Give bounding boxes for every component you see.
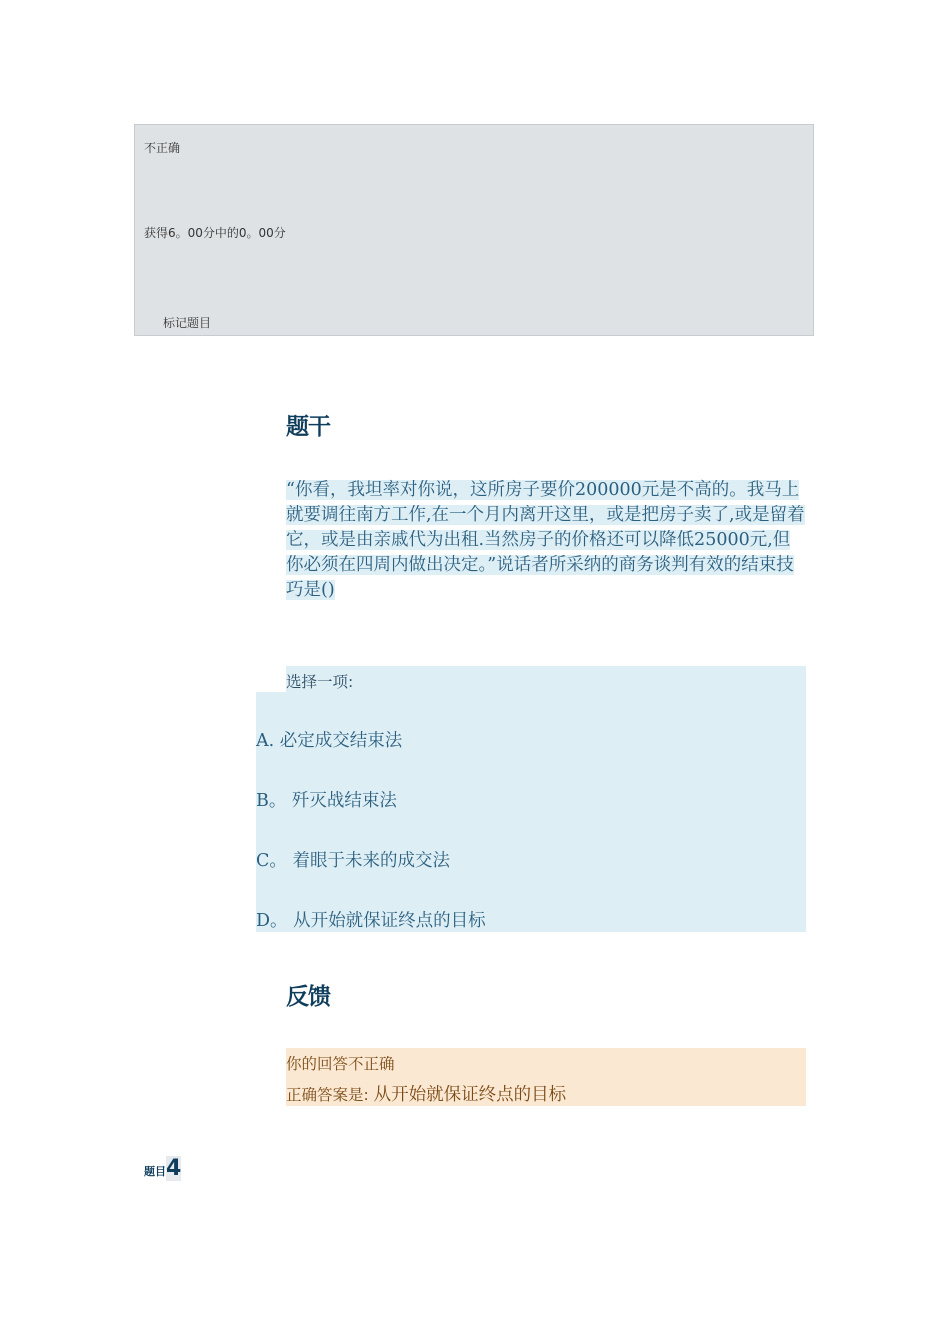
next-question-number	[144, 1156, 181, 1181]
question-state: 不正确	[144, 141, 181, 155]
option-d[interactable]	[256, 872, 806, 932]
option-c-label: C。 着眼于未来的成交法	[256, 851, 450, 871]
option-c[interactable]	[256, 812, 806, 872]
question-text-content: “你看，我坦率对你说，这所房子要价200000元是不高的。我马上就要调往南方工作,在一个月内离开这里，或是把房子卖了,或是留着它，或是由亲戚代为出租.当然房子的价格还可以降低25000元,但你必须在四周内做出决定。”说话者所采纳的商务谈判有效的结束技巧是()	[286, 480, 805, 600]
correct-answer-prefix: 正确答案是:	[286, 1086, 369, 1104]
stem-heading: 题干	[286, 414, 330, 440]
question-text	[286, 478, 806, 603]
question-grade: 获得6。00分中的0。00分	[144, 226, 286, 240]
feedback-result: 你的回答不正确	[286, 1055, 395, 1073]
option-a[interactable]	[256, 692, 806, 752]
question-number: 4	[166, 1156, 182, 1181]
feedback-heading: 反馈	[286, 984, 330, 1010]
question-info-panel	[134, 124, 814, 336]
option-b[interactable]	[256, 752, 806, 812]
correct-answer-text: 从开始就保证终点的目标	[373, 1085, 567, 1105]
answer-options	[256, 692, 806, 932]
answer-prompt-bar	[286, 666, 806, 692]
correct-answer-line	[286, 1081, 566, 1106]
question-label: 题目	[144, 1165, 166, 1178]
answer-prompt: 选择一项:	[286, 673, 354, 691]
option-a-label: A. 必定成交结束法	[256, 731, 403, 751]
option-d-label: D。 从开始就保证终点的目标	[256, 911, 486, 931]
feedback-panel	[286, 1048, 806, 1106]
flag-question-link[interactable]: 标记题目	[163, 316, 212, 330]
option-b-label: B。 歼灭战结束法	[256, 791, 397, 811]
